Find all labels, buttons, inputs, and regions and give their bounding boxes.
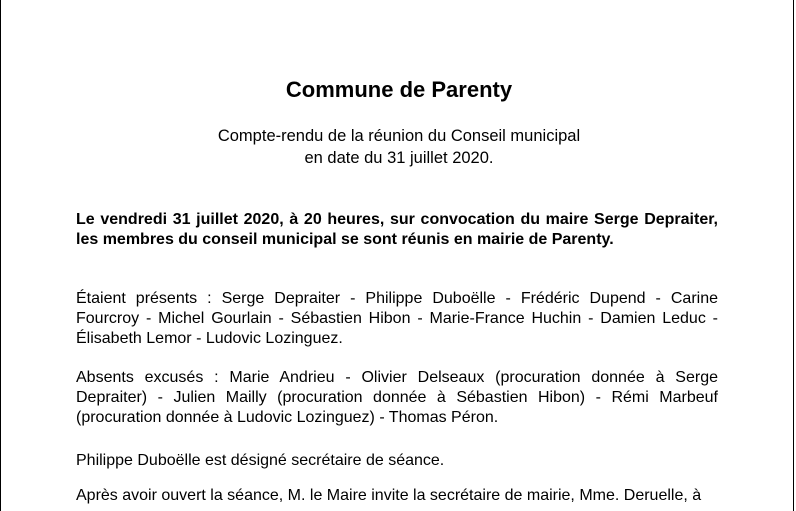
document-page [76, 0, 718, 511]
paragraph-convocation: Le vendredi 31 juillet 2020, à 20 heures, sur convocation du maire Serge Depraiter, les membres du conseil municipal se sont réunis en mairie de Parenty. [76, 211, 718, 248]
paragraph-present-members: Étaient présents : Serge Depraiter - Philippe Duboëlle - Frédéric Dupend - Carine Fourcroy - Michel Gourlain - Sébastien Hibon - Marie-France Huchin - Damien Leduc - Élisabeth Lemor - Ludovic Lozinguez. [76, 290, 718, 347]
page-left-edge [0, 0, 1, 511]
document-subtitle [76, 125, 718, 169]
paragraph-opening: Après avoir ouvert la séance, M. le Maire invite la secrétaire de mairie, Mme. Deruelle, à [76, 487, 702, 504]
subtitle-line-2: en date du 31 juillet 2020. [304, 149, 494, 167]
page-right-edge [793, 0, 794, 511]
subtitle-line-1: Compte-rendu de la réunion du Conseil municipal [217, 127, 581, 145]
paragraph-excused-absences: Absents excusés : Marie Andrieu - Olivier Delseaux (procuration donnée à Serge Depraiter) - Julien Mailly (procuration donnée à Sébastien Hibon) - Rémi Marbeuf (procuration donnée à Ludovic Lozinguez) - Thomas Péron. [76, 369, 718, 426]
document-title: Commune de Parenty [285, 77, 513, 102]
paragraph-secretary: Philippe Duboëlle est désigné secrétaire de séance. [76, 452, 445, 469]
